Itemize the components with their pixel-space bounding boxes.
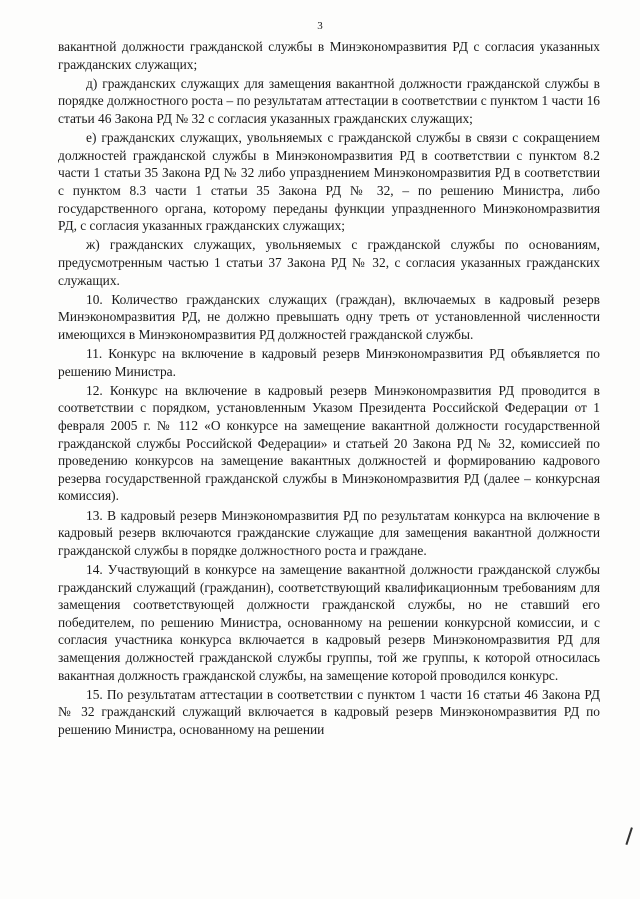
paragraph-11: 11. Конкурс на включение в кадровый резерв Минэкономразвития РД объявляется по решению Министра. [58, 346, 600, 379]
scan-edge-mark [625, 827, 638, 847]
paragraph-item-e: е) гражданских служащих, увольняемых с гражданской службы в связи с сокращением должностей гражданской службы в Минэкономразвития РД в соответствии с пунктом 8.2 части 1 статьи 35 Закона РД № 32 либо упразднением Минэкономразвития РД в соответствии с пунктом 8.3 части 1 статьи 35 Закона РД № 32, – по решению Министра, либо государственного органа, которому переданы функции упраздненного Минэкономразвития РД, с согласия указанных гражданских служащих; [58, 130, 600, 234]
paragraph-12: 12. Конкурс на включение в кадровый резерв Минэкономразвития РД проводится в соответствии с порядком, установленным Указом Президента Российской Федерации от 1 февраля 2005 г. № 112 «О конкурсе на замещение вакантной должности государственной гражданской службы Российской Федерации» и статьей 20 Закона РД № 32, комиссией по проведению конкурсов на замещение вакантных должностей и формированию кадрового резерва государственной гражданской службы в Минэкономразвития РД (далее – конкурсная комиссия). [58, 382, 600, 504]
page-number: 3 [317, 20, 323, 32]
paragraph-14: 14. Участвующий в конкурсе на замещение вакантной должности гражданской службы гражданский служащий (гражданин), соответствующий квалификационным требованиям для замещения соответствующей должности гражданской службы, но не ставший его победителем, по решению Министра, основанному на решении конкурсной комиссии, и с согласия участника конкурса включается в кадровый резерв Минэкономразвития РД для замещения должностей гражданской службы группы, той же группы, к которой относилась вакантная должность гражданской службы, на замещение которой проводился конкурс. [58, 561, 600, 683]
paragraph-continuation: вакантной должности гражданской службы в Минэкономразвития РД с согласия указанных гражданских служащих; [58, 39, 600, 72]
paragraph-13: 13. В кадровый резерв Минэкономразвития РД по результатам конкурса на включение в кадровый резерв включаются гражданские служащие для замещения вакантной должности гражданской службы в порядке должностного роста и граждане. [58, 507, 600, 558]
paragraph-item-zh: ж) гражданских служащих, увольняемых с гражданской службы по основаниям, предусмотренным частью 1 статьи 37 Закона РД № 32, с согласия указанных гражданских служащих. [58, 237, 600, 288]
paragraph-15: 15. По результатам аттестации в соответствии с пунктом 1 части 16 статьи 46 Закона РД № 32 гражданский служащий включается в кадровый резерв Минэкономразвития РД по решению Министра, основанному на решении [58, 686, 600, 737]
document-body [58, 38, 600, 739]
paragraph-item-d: д) гражданских служащих для замещения вакантной должности гражданской службы в порядке должностного роста – по результатам аттестации в соответствии с пунктом 1 части 16 статьи 46 Закона РД № 32 с согласия указанных гражданских служащих; [58, 75, 600, 126]
paragraph-10: 10. Количество гражданских служащих (граждан), включаемых в кадровый резерв Минэкономразвития РД, не должно превышать одну треть от установленной численности имеющихся в Минэкономразвития РД должностей гражданской службы. [58, 291, 600, 342]
